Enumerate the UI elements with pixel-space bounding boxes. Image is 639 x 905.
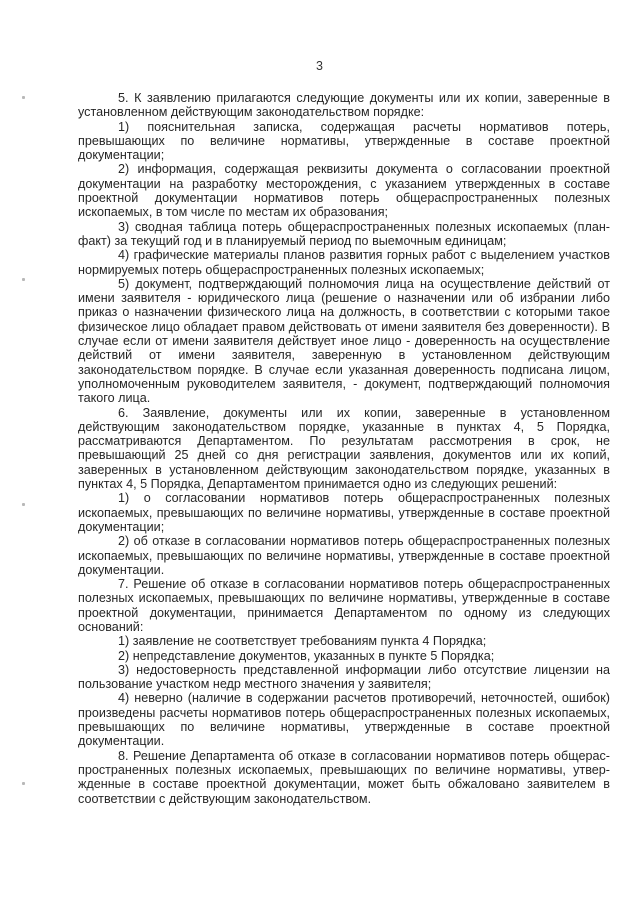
list-item-5-4: 4) графические материалы планов развития горных работ с выделением участков нормируемых потерь общераспространенных полезных ископаемых; xyxy=(78,248,610,277)
list-item-7-4: 4) неверно (наличие в содержании расчетов противоречий, неточностей, ошибок) произведены расчеты нормативов потерь общераспространенных полезных ископаемых, превышающих по величине нормативы, утвержденные в составе проектной документации. xyxy=(78,691,610,749)
list-item-7-3: 3) недостоверность представленной информации либо отсутствие лицензии на пользование участком недр местного значения у заявителя; xyxy=(78,662,610,692)
list-item-5-2: 2) информация, содержащая реквизиты документа о согласовании проектной документации на разработку месторождения, с указанием утвержденных в составе проектной документации нормативов потерь общераспространенных полезных ископаемых, в том числе по местам их образования; xyxy=(78,162,610,220)
list-item-7-1: 1) заявление не соответствует требованиям пункта 4 Порядка; xyxy=(118,634,487,649)
document-body xyxy=(78,91,610,806)
list-item-5-1: 1) пояснительная записка, содержащая расчеты нормативов потерь, превышающих по величине нормативы, утвержденные в составе проектной документации; xyxy=(78,119,610,163)
scan-mark xyxy=(22,503,25,506)
scan-mark xyxy=(22,782,25,785)
paragraph-6: 6. Заявление, документы или их копии, заверенные в установленном действующим законодательством порядке, указанные в пунктах 4, 5 Порядка, рассматриваются Департаментом. По результатам рассмотрения в срок, не превышающий 25 дней со дня регистрации заявления, документов или их копий, заверенных в установленном действующим законодательством порядке, указанных в пунктах 4, 5 Порядка, Департаментом принимается одно из следующих решений: xyxy=(78,405,610,492)
list-item-6-1: 1) о согласовании нормативов потерь общераспространенных полезных ископаемых, превышающих по величине нормативы, утвержденные в составе проектной документации; xyxy=(78,491,610,534)
scan-mark xyxy=(22,278,25,281)
paragraph-5: 5. К заявлению прилагаются следующие документы или их копии, заверенные в установленном действующим законодательством порядке: xyxy=(78,91,610,120)
paragraph-7: 7. Решение об отказе в согласовании нормативов потерь общераспространенных полезных ископаемых, превышающих по величине нормативы, утвержденные в составе проектной документации, принимается Департаментом по одному из следующих оснований: xyxy=(78,577,610,634)
list-item-5-5: 5) документ, подтверждающий полномочия лица на осуществление действий от имени заявителя - юридического лица (решение о назначении или об избрании либо приказ о назначении физического лица на должность, в соответствии с которыми такое физическое лицо обладает правом действовать от имени заявителя без доверенности). В случае если от имени заявителя действует иное лицо - доверенность на осуществление действий от имени заявителя, заверенную в установленном действующим законодательством порядке. В случае если указанная доверенность подписана лицом, уполномоченным руководителем заявителя, - документ, подтверждающий полномочия такого лица. xyxy=(78,276,610,406)
list-item-6-2: 2) об отказе в согласовании нормативов потерь общераспространенных полезных ископаемых, превышающих по величине нормативы, утвержденные в составе проектной документации. xyxy=(78,534,610,577)
page-number: 3 xyxy=(316,59,323,73)
paragraph-8: 8. Решение Департамента об отказе в согласовании нормативов потерь общераспространенных полезных ископаемых, превышающих по величине нормативы, утвержденные в составе проектной документации, может быть обжаловано заявителем в соответствии с действующим законодательством. xyxy=(78,748,610,806)
list-item-5-3: 3) сводная таблица потерь общераспространенных полезных ископаемых (план-факт) за текущий год и в планируемый период по выемочным единицам; xyxy=(78,219,610,248)
scan-mark xyxy=(22,96,25,99)
list-item-7-2: 2) непредставление документов, указанных в пункте 5 Порядка; xyxy=(118,648,495,663)
